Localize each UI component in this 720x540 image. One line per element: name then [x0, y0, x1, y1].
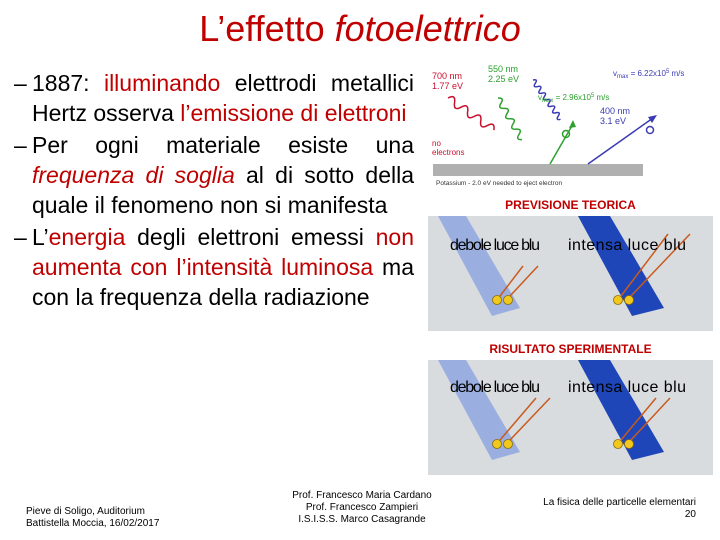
- footer-location: [26, 506, 159, 530]
- theory-right-label: intensa luce blu: [568, 237, 686, 254]
- blue-electron-arrow: [648, 115, 657, 123]
- bullet-2-highlight: frequenza di soglia: [32, 162, 235, 188]
- blue-energy-label: 3.1 eV: [600, 116, 627, 126]
- theory-electron: [625, 296, 634, 305]
- red-photon-wave: [446, 95, 496, 134]
- green-electron-arrow: [569, 120, 576, 128]
- bullet-1: [14, 68, 414, 128]
- green-vmax-label: $v_{max} = 2.96x10^5$ m/s: [538, 93, 610, 104]
- experiment-left-label: debole luce blu: [450, 379, 540, 396]
- no-electrons-label-1: no: [432, 139, 441, 148]
- experiment-electron: [625, 440, 634, 449]
- blue-electron: [647, 127, 654, 134]
- photon-diagram-svg: [428, 58, 713, 188]
- footer-author-1: Prof. Francesco Maria Cardano: [292, 490, 432, 501]
- bullet-2-text-b: al di sotto della quale il fenomeno non si manifesta: [32, 162, 414, 218]
- bullet-dash: –: [14, 132, 27, 158]
- experiment-electron: [614, 440, 623, 449]
- green-wavelength-label: 550 nm: [488, 64, 519, 74]
- bullet-2: [14, 130, 414, 220]
- potassium-plate: [433, 164, 643, 176]
- footer-author-2: Prof. Francesco Zampieri: [305, 502, 419, 513]
- bullet-list: [14, 68, 414, 314]
- theory-svg: [428, 216, 713, 331]
- blue-vmax-label: $v_{max} = 6.22x10^5$ m/s: [613, 69, 685, 80]
- bullet-1-text-a: 1887:: [32, 70, 104, 96]
- experiment-right-label: intensa luce blu: [568, 379, 686, 396]
- theory-left-label: debole luce blu: [450, 237, 540, 254]
- theory-electron: [504, 296, 513, 305]
- footer-course-title: La fisica delle particelle elementari: [543, 497, 696, 508]
- theory-panel: [428, 216, 713, 331]
- experiment-panel: [428, 360, 713, 475]
- title-italic: fotoelettrico: [334, 8, 521, 49]
- bullet-1-text-b: elettrodi metallici Hertz osserva: [32, 70, 414, 126]
- theory-arrow-left: [510, 266, 538, 296]
- experiment-title: RISULTATO SPERIMENTALE: [489, 342, 652, 356]
- theory-electron: [614, 296, 623, 305]
- bullet-2-text-a: Per ogni materiale esiste una: [32, 132, 414, 158]
- bullet-dash: –: [14, 224, 27, 250]
- title-plain: L’effetto: [199, 8, 335, 49]
- bullet-3: [14, 222, 414, 312]
- bullet-dash: –: [14, 70, 27, 96]
- green-photon-wave: [495, 97, 524, 142]
- green-energy-label: 2.25 eV: [488, 74, 520, 84]
- bullet-3-highlight-a: energia: [48, 224, 126, 250]
- no-electrons-label-2: electrons: [432, 148, 465, 157]
- plate-label: Potassium - 2.0 eV needed to eject electron: [436, 180, 563, 187]
- footer-location-line-1: Pieve di Soligo, Auditorium: [26, 506, 145, 517]
- bullet-1-highlight-b: l’emissione di elettroni: [180, 100, 407, 126]
- bullet-1-highlight-a: illuminando: [103, 70, 221, 96]
- red-energy-label: 1.77 eV: [432, 81, 464, 91]
- photon-diagram: [428, 58, 713, 188]
- green-electron-path: [550, 124, 573, 164]
- theory-electron: [493, 296, 502, 305]
- theory-title: PREVISIONE TEORICA: [505, 198, 636, 212]
- red-wavelength-label: 700 nm: [432, 71, 463, 81]
- bullet-3-text-c: ma con la frequenza della radiazione: [32, 254, 414, 310]
- bullet-3-highlight-b: non aumenta con l’intensità luminosa: [32, 224, 414, 280]
- blue-wavelength-label: 400 nm: [600, 106, 631, 116]
- experiment-electron: [504, 440, 513, 449]
- bullet-3-text-a: L’: [32, 224, 49, 250]
- slide-title: [0, 8, 720, 50]
- page-number: 20: [684, 509, 696, 520]
- footer-location-line-2: Battistella Moccia, 16/02/2017: [26, 518, 160, 529]
- footer-course: [470, 497, 696, 521]
- bullet-3-text-b: degli elettroni emessi: [125, 224, 376, 250]
- footer-authors: [282, 490, 442, 526]
- footer-school: I.S.I.S.S. Marco Casagrande: [298, 514, 426, 525]
- experiment-svg: [428, 360, 713, 475]
- experiment-electron: [493, 440, 502, 449]
